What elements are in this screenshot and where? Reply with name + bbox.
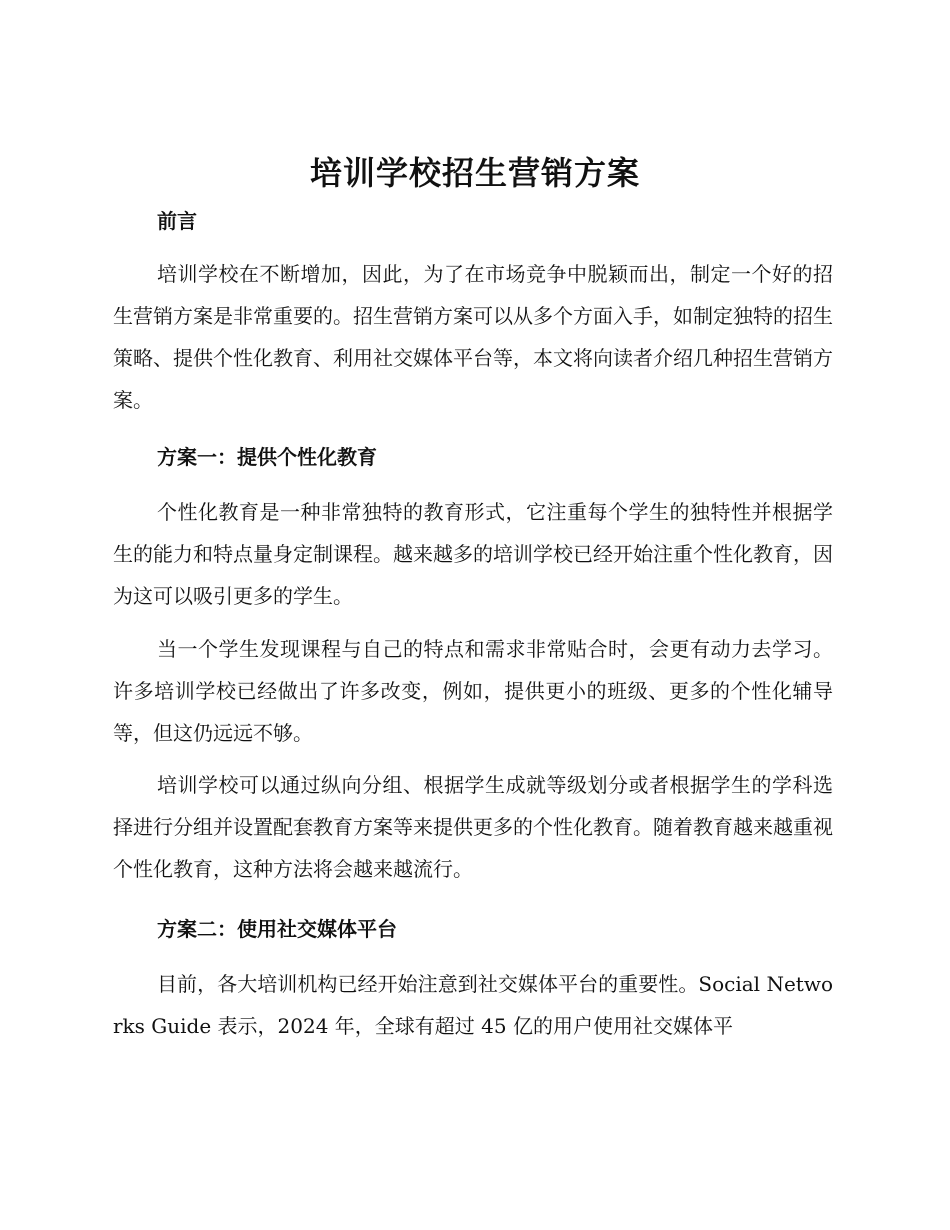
paragraph-plan-one-3: 培训学校可以通过纵向分组、根据学生成就等级划分或者根据学生的学科选择进行分组并设置配套教育方案等来提供更多的个性化教育。随着教育越来越重视个性化教育，这种方法将会越来越流行。 — [113, 773, 833, 881]
paragraph-plan-one-2: 当一个学生发现课程与自己的特点和需求非常贴合时，会更有动力去学习。许多培训学校已经做出了许多改变，例如，提供更小的班级、更多的个性化辅导等，但这仍远远不够。 — [113, 637, 833, 745]
paragraph-plan-one-1: 个性化教育是一种非常独特的教育形式，它注重每个学生的独特性并根据学生的能力和特点量身定制课程。越来越多的培训学校已经开始注重个性化教育，因为这可以吸引更多的学生。 — [113, 500, 833, 608]
paragraph-preface-1: 培训学校在不断增加，因此，为了在市场竞争中脱颖而出，制定一个好的招生营销方案是非常重要的。招生营销方案可以从多个方面入手，如制定独特的招生策略、提供个性化教育、利用社交媒体平台等，本文将向读者介绍几种招生营销方案。 — [113, 262, 833, 412]
document-title: 培训学校招生营销方案 — [309, 154, 640, 192]
section-heading-preface: 前言 — [157, 209, 197, 233]
paragraph-plan-two-1: 目前，各大培训机构已经开始注意到社交媒体平台的重要性。Social Networks Guide 表示，2024 年，全球有超过 45 亿的用户使用社交媒体平 — [113, 972, 833, 1038]
section-heading-plan-one: 方案一：提供个性化教育 — [157, 445, 377, 469]
section-heading-plan-two: 方案二：使用社交媒体平台 — [157, 917, 397, 941]
